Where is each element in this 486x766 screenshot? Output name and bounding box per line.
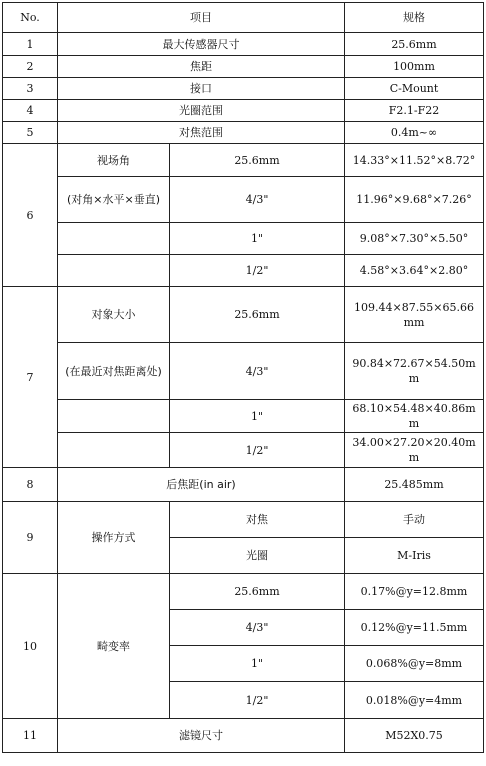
row-spec: 25.485mm [345,468,484,502]
row-item: 光圈范围 [58,100,345,122]
row-no: 9 [3,502,58,574]
row-no: 11 [3,719,58,753]
table-row [3,144,484,177]
sensor-size: 1/2" [170,433,345,468]
fov-sublabel: (对角×水平×垂直) [58,177,170,223]
row-spec: M-Iris [345,538,484,574]
header-row [3,3,484,33]
row-no: 10 [3,574,58,719]
empty-cell [58,255,170,287]
sensor-size: 4/3" [170,610,345,646]
row-spec: 0.17%@y=12.8mm [345,574,484,610]
row-spec: 9.08°×7.30°×5.50° [345,223,484,255]
table-row [3,287,484,343]
sensor-size: 25.6mm [170,287,345,343]
row-spec: 4.58°×3.64°×2.80° [345,255,484,287]
empty-cell [58,223,170,255]
row-spec: C-Mount [345,78,484,100]
row-spec: 25.6mm [345,33,484,56]
row-spec: 90.84×72.67×54.50mm [345,343,484,400]
row-spec: 11.96°×9.68°×7.26° [345,177,484,223]
header-item: 项目 [58,3,345,33]
sensor-size: 1/2" [170,255,345,287]
row-item: 最大传感器尺寸 [58,33,345,56]
table-row [3,33,484,56]
spec-table [2,2,484,753]
table-row [3,400,484,433]
sensor-size: 25.6mm [170,574,345,610]
row-spec: 100mm [345,56,484,78]
row-spec: F2.1-F22 [345,100,484,122]
operation-sub-label: 对焦 [170,502,345,538]
sensor-size: 1" [170,223,345,255]
sensor-size: 4/3" [170,343,345,400]
row-item: 对焦范围 [58,122,345,144]
row-spec: 0.4m~∞ [345,122,484,144]
sensor-size: 4/3" [170,177,345,223]
row-spec: 手动 [345,502,484,538]
sensor-size: 1" [170,646,345,682]
table-row [3,502,484,538]
table-row [3,255,484,287]
row-item: 焦距 [58,56,345,78]
row-item: 滤镜尺寸 [58,719,345,753]
header-spec: 规格 [345,3,484,33]
object-size-label: 对象大小 [58,287,170,343]
row-spec: 68.10×54.48×40.86mm [345,400,484,433]
sensor-size: 1/2" [170,682,345,719]
row-no: 8 [3,468,58,502]
row-no: 3 [3,78,58,100]
table-row [3,100,484,122]
header-no: No. [3,3,58,33]
row-item: 后焦距(in air) [58,468,345,502]
row-item: 接口 [58,78,345,100]
table-row [3,56,484,78]
object-size-sublabel: (在最近对焦距离处) [58,343,170,400]
row-no: 2 [3,56,58,78]
table-row [3,433,484,468]
row-no: 6 [3,144,58,287]
row-spec: M52X0.75 [345,719,484,753]
table-row [3,223,484,255]
row-spec: 0.018%@y=4mm [345,682,484,719]
operation-sub-label: 光圈 [170,538,345,574]
table-row [3,177,484,223]
empty-cell [58,433,170,468]
row-no: 5 [3,122,58,144]
row-no: 1 [3,33,58,56]
sensor-size: 25.6mm [170,144,345,177]
row-no: 4 [3,100,58,122]
distortion-label: 畸变率 [58,574,170,719]
table-row [3,343,484,400]
sensor-size: 1" [170,400,345,433]
row-spec: 14.33°×11.52°×8.72° [345,144,484,177]
fov-label: 视场角 [58,144,170,177]
table-row [3,719,484,753]
table-row [3,574,484,610]
empty-cell [58,400,170,433]
table-row [3,468,484,502]
row-spec: 109.44×87.55×65.66mm [345,287,484,343]
operation-label: 操作方式 [58,502,170,574]
row-no: 7 [3,287,58,468]
table-row [3,78,484,100]
table-row [3,122,484,144]
row-spec: 34.00×27.20×20.40mm [345,433,484,468]
row-spec: 0.12%@y=11.5mm [345,610,484,646]
row-spec: 0.068%@y=8mm [345,646,484,682]
